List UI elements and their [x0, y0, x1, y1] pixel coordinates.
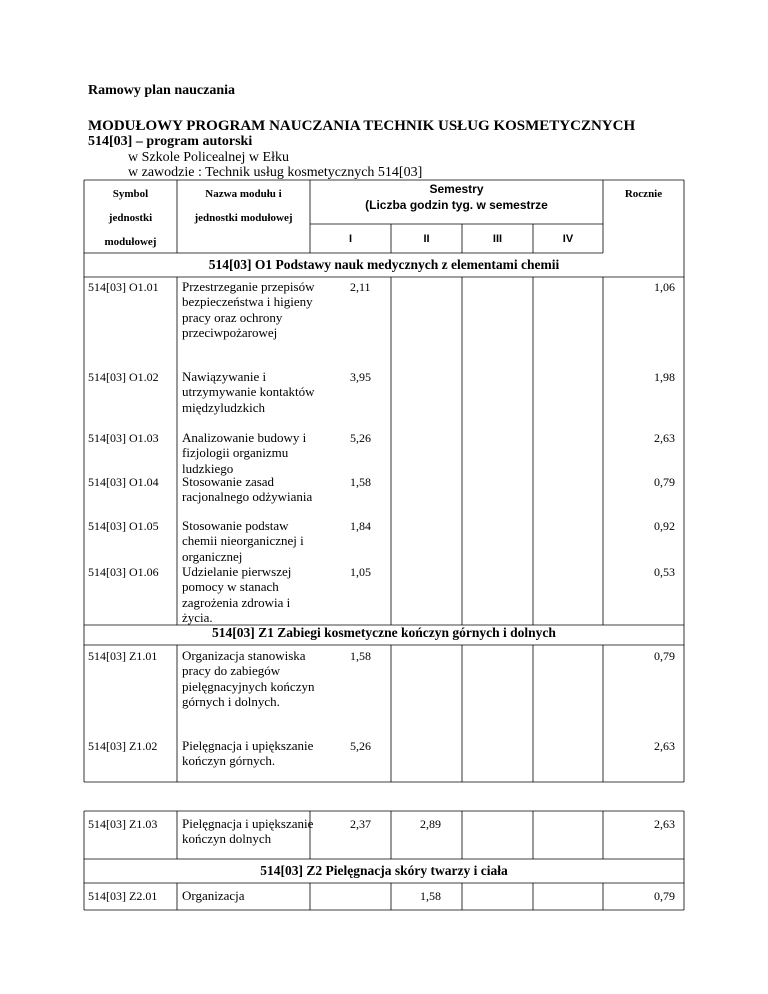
- row-symbol: 514[03] O1.01: [88, 280, 159, 294]
- row-name: Stosowanie zasad racjonalnego odżywiania: [182, 474, 313, 505]
- header-sem-2: II: [423, 233, 430, 245]
- section-title-z2: 514[03] Z2 Pielęgnacja skóry twarzy i ciała: [260, 863, 508, 878]
- header-symbol-line3: modułowej: [104, 236, 157, 248]
- row-symbol: 514[03] O1.02: [88, 370, 159, 384]
- header-sem-1: I: [348, 233, 353, 245]
- row-sem-1: 3,95: [350, 370, 371, 384]
- row-sem-1: 2,11: [350, 280, 371, 294]
- header-symbol-line1: Symbol: [112, 188, 149, 200]
- header-semestry-line1: Semestry: [429, 182, 484, 196]
- row-symbol: 514[03] O1.05: [88, 519, 159, 533]
- row-sem-1: 1,58: [350, 649, 371, 663]
- row-symbol: 514[03] O1.04: [88, 475, 159, 489]
- row-rocznie: 0,79: [654, 649, 675, 663]
- row-rocznie: 0,53: [654, 565, 675, 579]
- row-sem-1: 5,26: [350, 739, 371, 753]
- header-semestry-line2: (Liczba godzin tyg. w semestrze: [365, 198, 548, 212]
- row-rocznie: 0,79: [654, 889, 675, 903]
- row-name: Nawiązywanie i utrzymywanie kontaktów międzyludzkich: [182, 369, 315, 415]
- row-rocznie: 2,63: [654, 739, 675, 753]
- row-name: Przestrzeganie przepisów bezpieczeństwa i higieny pracy oraz ochrony przeciwpożarowej: [182, 279, 315, 341]
- header-sem-3: III: [492, 233, 503, 245]
- header-rocznie: Rocznie: [624, 188, 663, 200]
- row-sem-1: 1,84: [350, 519, 371, 533]
- row-sem-1: 2,37: [350, 817, 371, 831]
- row-sem-2: 1,58: [420, 889, 441, 903]
- main-title: MODUŁOWY PROGRAM NAUCZANIA TECHNIK USŁUG KOSMETYCZNYCH: [88, 118, 636, 134]
- row-rocznie: 1,06: [654, 280, 675, 294]
- row-symbol: 514[03] O1.06: [88, 565, 159, 579]
- row-symbol: 514[03] Z1.01: [88, 649, 158, 663]
- frame-title: Ramowy plan nauczania: [88, 83, 236, 98]
- row-symbol: 514[03] Z1.02: [88, 739, 158, 753]
- header-sem-4: IV: [562, 233, 574, 245]
- row-name: Stosowanie podstaw chemii nieorganicznej i organicznej: [182, 518, 304, 564]
- row-symbol: 514[03] Z1.03: [88, 817, 158, 831]
- row-name: Organizacja: [182, 888, 245, 903]
- row-rocznie: 0,79: [654, 475, 675, 489]
- header-name: [177, 182, 310, 230]
- row-name: Organizacja stanowiska pracy do zabiegów pielęgnacyjnych kończyn górnych i dolnych.: [182, 648, 315, 710]
- row-symbol: 514[03] O1.03: [88, 431, 159, 445]
- header-semestry: [310, 181, 603, 213]
- row-sem-1: 1,05: [350, 565, 371, 579]
- section-title-z1: 514[03] Z1 Zabiegi kosmetyczne kończyn górnych i dolnych: [212, 625, 556, 640]
- program-code-line: 514[03] – program autorski: [88, 134, 253, 149]
- row-sem-1: 1,58: [350, 475, 371, 489]
- row-rocznie: 2,63: [654, 431, 675, 445]
- row-name: Udzielanie pierwszej pomocy w stanach zagrożenia zdrowia i życia.: [182, 564, 292, 626]
- row-sem-1: 5,26: [350, 431, 371, 445]
- header-symbol: [84, 182, 177, 254]
- row-name: Pielęgnacja i upiększanie kończyn górnych.: [182, 738, 314, 769]
- row-name: Pielęgnacja i upiększanie kończyn dolnych: [182, 816, 314, 847]
- school-line: w Szkole Policealnej w Ełku: [128, 150, 289, 165]
- row-rocznie: 1,98: [654, 370, 675, 384]
- row-rocznie: 2,63: [654, 817, 675, 831]
- header-name-line2: jednostki modułowej: [194, 212, 293, 224]
- row-name: Analizowanie budowy i fizjologii organizmu ludzkiego: [182, 430, 307, 476]
- row-rocznie: 0,92: [654, 519, 675, 533]
- row-sem-2: 2,89: [420, 817, 441, 831]
- header-symbol-line2: jednostki: [108, 212, 153, 224]
- profession-line: w zawodzie : Technik usług kosmetycznych 514[03]: [128, 165, 423, 180]
- section-title-o1: 514[03] O1 Podstawy nauk medycznych z elementami chemii: [208, 257, 560, 272]
- row-symbol: 514[03] Z2.01: [88, 889, 158, 903]
- header-name-line1: Nazwa modułu i: [205, 188, 282, 200]
